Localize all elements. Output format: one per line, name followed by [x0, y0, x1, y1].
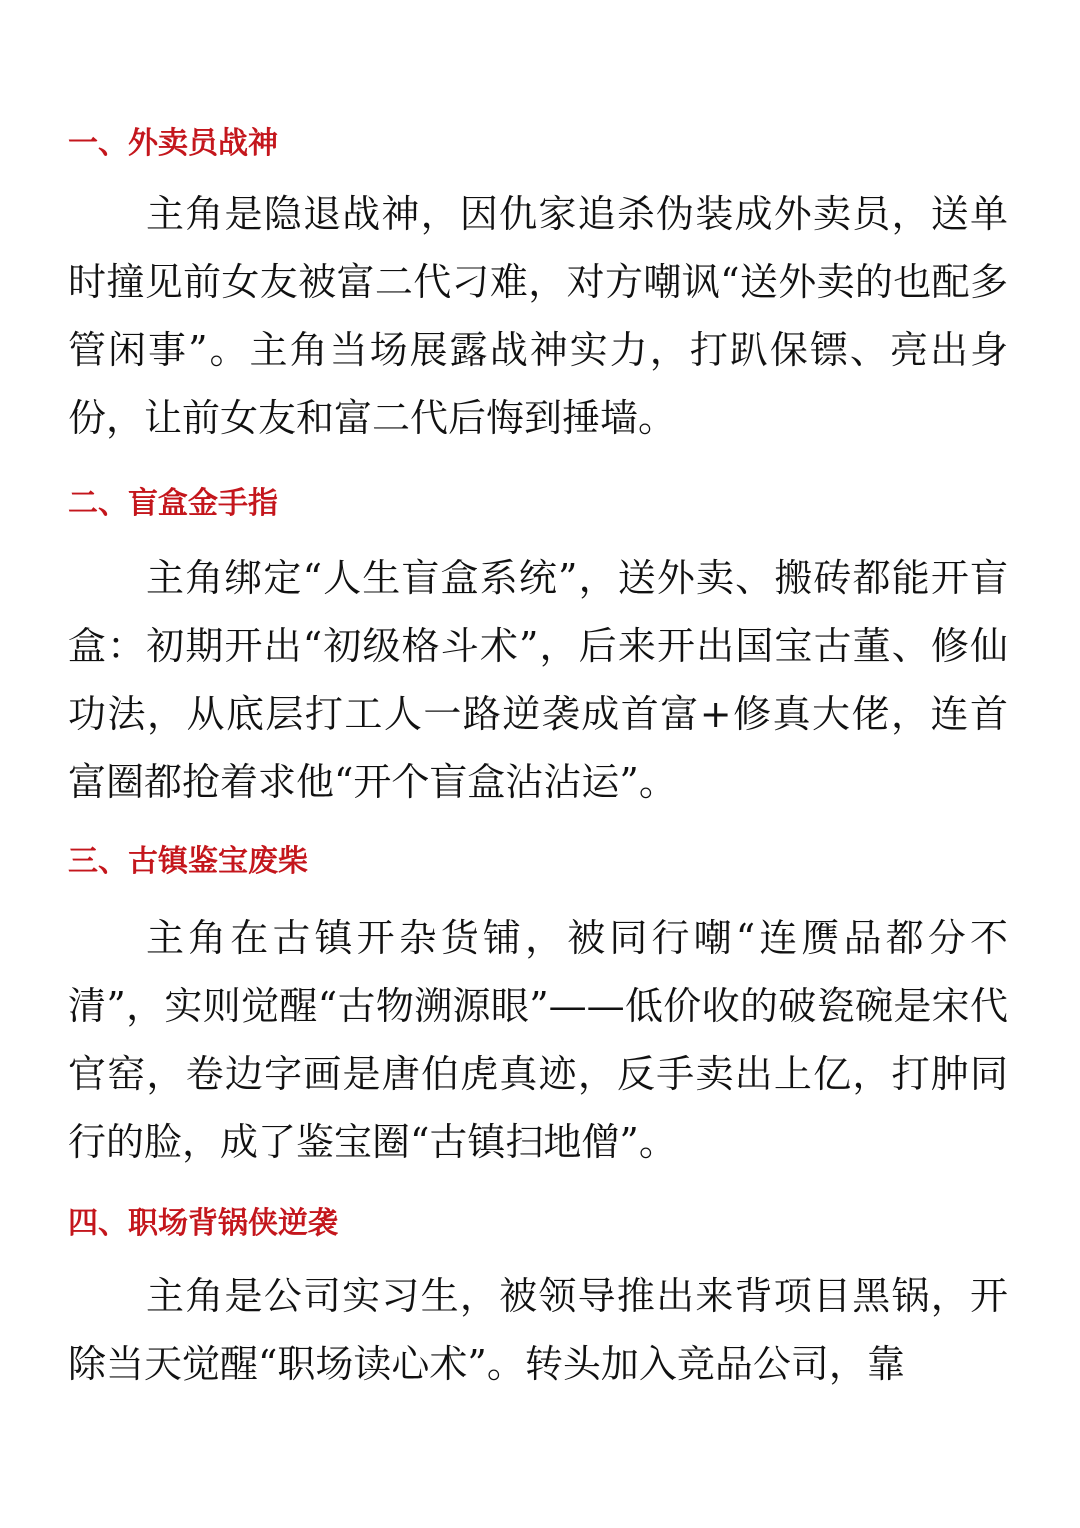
section-heading-3: 三、古镇鉴宝废柴 — [68, 844, 308, 879]
section-body-3: 主角在古镇开杂货铺，被同行嘲“连赝品都分不清”，实则觉醒“古物溯源眼”——低价收的破瓷碗是宋代官窑，卷边字画是唐伯虎真迹，反手卖出上亿，打肿同行的脸，成了鉴宝圈“古镇扫地僧”。 — [68, 916, 1008, 1164]
section-heading-4: 四、职场背锅侠逆袭 — [68, 1206, 338, 1241]
section-heading-1: 一、外卖员战神 — [68, 126, 278, 161]
section-heading-2: 二、盲盒金手指 — [68, 486, 278, 521]
section-body-1: 主角是隐退战神，因仇家追杀伪装成外卖员，送单时撞见前女友被富二代刁难，对方嘲讽“送外卖的也配多管闲事”。主角当场展露战神实力，打趴保镖、亮出身份，让前女友和富二代后悔到捶墙。 — [68, 192, 1008, 440]
section-body-2: 主角绑定“人生盲盒系统”，送外卖、搬砖都能开盲盒：初期开出“初级格斗术”，后来开出国宝古董、修仙功法，从底层打工人一路逆袭成首富+修真大佬，连首富圈都抢着求他“开个盲盒沾沾运”。 — [68, 556, 1008, 804]
section-body-4: 主角是公司实习生，被领导推出来背项目黑锅，开除当天觉醒“职场读心术”。转头加入竞品公司，靠 — [68, 1274, 1008, 1386]
